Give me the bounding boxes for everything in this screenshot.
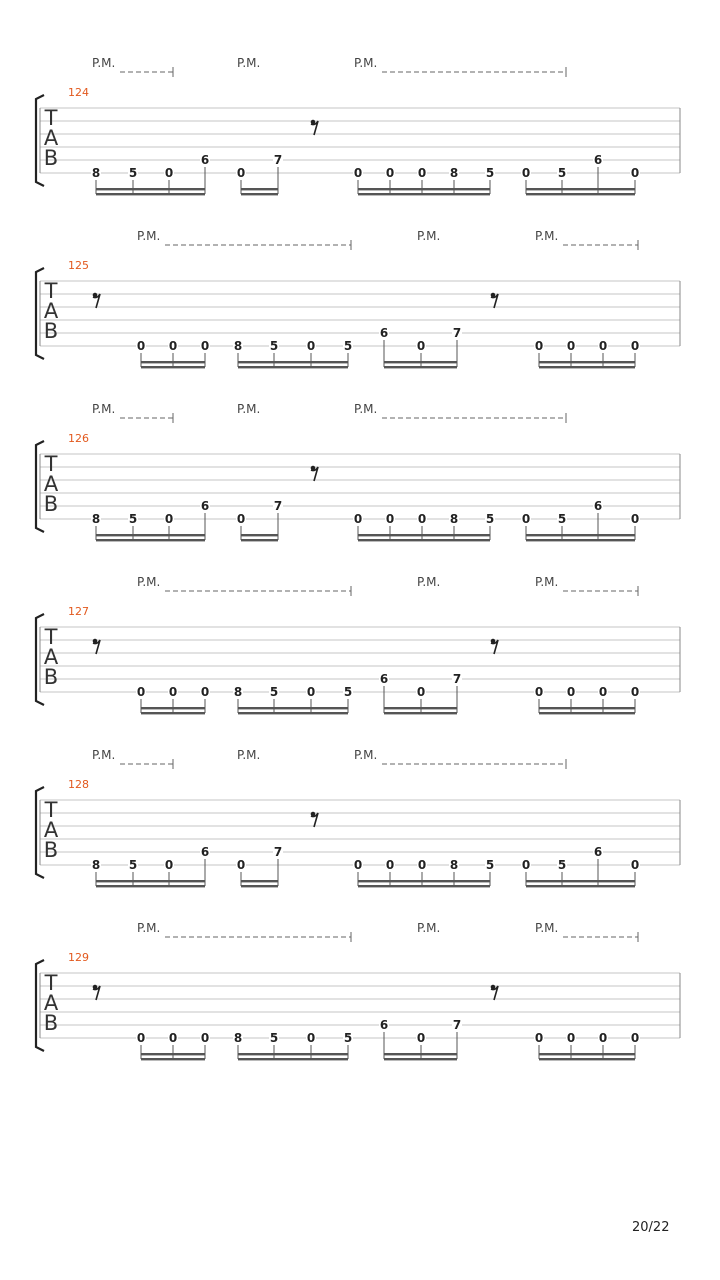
beam xyxy=(539,1058,635,1060)
palm-mute-label: P.M. xyxy=(92,402,116,416)
fret-number: 0 xyxy=(566,1031,576,1045)
note-group xyxy=(91,845,210,887)
beam xyxy=(96,193,205,195)
fret-number: 6 xyxy=(593,845,603,859)
tab-clef-letter: A xyxy=(43,299,59,323)
beam xyxy=(96,534,205,536)
fret-number: 0 xyxy=(385,166,395,180)
fret-number: 0 xyxy=(417,166,427,180)
note-group xyxy=(534,339,640,368)
fret-number: 0 xyxy=(164,858,174,872)
measure-number: 124 xyxy=(68,86,89,99)
fret-number: 0 xyxy=(417,858,427,872)
note-group xyxy=(521,153,640,195)
fret-number: 6 xyxy=(200,845,210,859)
beam xyxy=(238,1053,348,1055)
fret-number: 0 xyxy=(136,339,146,353)
beam xyxy=(96,188,205,190)
fret-number: 8 xyxy=(449,512,459,526)
fret-number: 5 xyxy=(128,858,138,872)
fret-number: 7 xyxy=(452,672,462,686)
fret-number: 0 xyxy=(598,1031,608,1045)
tab-system xyxy=(36,56,680,195)
fret-number: 0 xyxy=(566,339,576,353)
note-group xyxy=(233,685,353,714)
measure-number: 128 xyxy=(68,778,89,791)
fret-number: 6 xyxy=(200,499,210,513)
beam xyxy=(358,880,490,882)
tab-clef-letter: T xyxy=(44,279,58,303)
beam xyxy=(238,1058,348,1060)
fret-number: 0 xyxy=(534,1031,544,1045)
beam xyxy=(539,1053,635,1055)
fret-number: 8 xyxy=(233,1031,243,1045)
beam xyxy=(384,707,457,709)
fret-number: 8 xyxy=(449,858,459,872)
fret-number: 0 xyxy=(416,685,426,699)
note-group xyxy=(521,499,640,541)
beam xyxy=(141,1058,205,1060)
tab-system xyxy=(36,402,680,541)
fret-number: 0 xyxy=(521,512,531,526)
fret-number: 5 xyxy=(557,512,567,526)
fret-number: 0 xyxy=(630,166,640,180)
fret-number: 7 xyxy=(273,153,283,167)
beam xyxy=(384,1058,457,1060)
measure-number: 127 xyxy=(68,605,89,618)
note-group xyxy=(236,499,283,541)
tab-clef-letter: T xyxy=(44,971,58,995)
fret-number: 5 xyxy=(269,1031,279,1045)
tab-clef-letter: A xyxy=(43,991,59,1015)
fret-number: 0 xyxy=(630,685,640,699)
palm-mute-label: P.M. xyxy=(354,56,378,70)
beam xyxy=(141,712,205,714)
fret-number: 0 xyxy=(353,858,363,872)
fret-number: 0 xyxy=(236,512,246,526)
beam xyxy=(526,539,635,541)
beam xyxy=(241,880,278,882)
beam xyxy=(241,534,278,536)
fret-number: 0 xyxy=(168,339,178,353)
fret-number: 0 xyxy=(521,858,531,872)
fret-number: 6 xyxy=(379,1018,389,1032)
palm-mute-label: P.M. xyxy=(417,575,441,589)
beam xyxy=(526,885,635,887)
tab-clef-letter: A xyxy=(43,818,59,842)
tab-clef-letter: B xyxy=(43,1011,59,1035)
note-group xyxy=(91,499,210,541)
palm-mute-label: P.M. xyxy=(237,748,261,762)
beam xyxy=(384,1053,457,1055)
fret-number: 0 xyxy=(168,1031,178,1045)
palm-mute-label: P.M. xyxy=(137,575,161,589)
note-group xyxy=(233,339,353,368)
palm-mute-label: P.M. xyxy=(417,921,441,935)
fret-number: 5 xyxy=(557,858,567,872)
fret-number: 0 xyxy=(353,512,363,526)
tab-clef-letter: B xyxy=(43,665,59,689)
note-group xyxy=(379,672,462,714)
fret-number: 8 xyxy=(449,166,459,180)
beam xyxy=(96,880,205,882)
palm-mute-label: P.M. xyxy=(137,921,161,935)
fret-number: 0 xyxy=(385,858,395,872)
note-group xyxy=(353,858,495,887)
beam xyxy=(141,366,205,368)
note-group xyxy=(353,512,495,541)
page-number: 20/22 xyxy=(632,1220,670,1235)
beam xyxy=(539,712,635,714)
beam xyxy=(526,193,635,195)
fret-number: 6 xyxy=(593,499,603,513)
beam xyxy=(539,707,635,709)
fret-number: 0 xyxy=(566,685,576,699)
fret-number: 0 xyxy=(630,858,640,872)
fret-number: 6 xyxy=(200,153,210,167)
fret-number: 5 xyxy=(557,166,567,180)
fret-number: 0 xyxy=(136,685,146,699)
palm-mute-label: P.M. xyxy=(535,229,559,243)
tab-clef-letter: B xyxy=(43,319,59,343)
beam xyxy=(241,188,278,190)
fret-number: 5 xyxy=(485,166,495,180)
fret-number: 7 xyxy=(273,499,283,513)
note-group xyxy=(91,153,210,195)
note-group xyxy=(136,685,210,714)
beam xyxy=(238,366,348,368)
measure-number: 126 xyxy=(68,432,89,445)
fret-number: 0 xyxy=(164,166,174,180)
beam xyxy=(238,712,348,714)
fret-number: 0 xyxy=(417,512,427,526)
fret-number: 0 xyxy=(200,685,210,699)
beam xyxy=(384,366,457,368)
beam xyxy=(96,539,205,541)
measure-number: 129 xyxy=(68,951,89,964)
tab-system xyxy=(36,229,680,368)
eighth-rest xyxy=(93,639,100,654)
fret-number: 0 xyxy=(630,512,640,526)
beam xyxy=(539,361,635,363)
beam xyxy=(96,885,205,887)
fret-number: 0 xyxy=(416,339,426,353)
fret-number: 5 xyxy=(485,858,495,872)
note-group xyxy=(136,1031,210,1060)
fret-number: 0 xyxy=(416,1031,426,1045)
beam xyxy=(384,361,457,363)
beam xyxy=(358,534,490,536)
palm-mute-label: P.M. xyxy=(354,402,378,416)
note-group xyxy=(534,685,640,714)
tab-clef-letter: T xyxy=(44,452,58,476)
note-group xyxy=(136,339,210,368)
eighth-rest xyxy=(93,985,100,1000)
eighth-rest xyxy=(491,293,498,308)
eighth-rest xyxy=(93,293,100,308)
fret-number: 0 xyxy=(306,339,316,353)
fret-number: 5 xyxy=(128,166,138,180)
fret-number: 0 xyxy=(385,512,395,526)
tab-clef-letter: T xyxy=(44,106,58,130)
beam xyxy=(358,193,490,195)
tab-clef-letter: T xyxy=(44,798,58,822)
fret-number: 0 xyxy=(353,166,363,180)
fret-number: 6 xyxy=(379,672,389,686)
fret-number: 8 xyxy=(233,339,243,353)
note-group xyxy=(233,1031,353,1060)
beam xyxy=(241,539,278,541)
fret-number: 0 xyxy=(630,1031,640,1045)
palm-mute-label: P.M. xyxy=(92,748,116,762)
palm-mute-label: P.M. xyxy=(417,229,441,243)
fret-number: 0 xyxy=(630,339,640,353)
beam xyxy=(526,534,635,536)
beam xyxy=(238,707,348,709)
fret-number: 6 xyxy=(593,153,603,167)
palm-mute-label: P.M. xyxy=(354,748,378,762)
fret-number: 0 xyxy=(236,858,246,872)
eighth-rest xyxy=(311,120,318,135)
tab-clef-letter: B xyxy=(43,492,59,516)
fret-number: 0 xyxy=(200,339,210,353)
beam xyxy=(238,361,348,363)
beam xyxy=(526,188,635,190)
beam xyxy=(539,366,635,368)
eighth-rest xyxy=(311,466,318,481)
palm-mute-label: P.M. xyxy=(535,575,559,589)
fret-number: 0 xyxy=(534,339,544,353)
eighth-rest xyxy=(491,985,498,1000)
fret-number: 8 xyxy=(91,166,101,180)
fret-number: 5 xyxy=(343,685,353,699)
fret-number: 5 xyxy=(343,339,353,353)
fret-number: 8 xyxy=(91,858,101,872)
fret-number: 6 xyxy=(379,326,389,340)
fret-number: 5 xyxy=(343,1031,353,1045)
fret-number: 7 xyxy=(273,845,283,859)
fret-number: 0 xyxy=(236,166,246,180)
beam xyxy=(241,193,278,195)
beam xyxy=(358,885,490,887)
beam xyxy=(241,885,278,887)
tab-clef-letter: A xyxy=(43,126,59,150)
tab-clef-letter: A xyxy=(43,645,59,669)
tab-clef-letter: B xyxy=(43,838,59,862)
fret-number: 5 xyxy=(269,685,279,699)
beam xyxy=(141,707,205,709)
note-group xyxy=(236,845,283,887)
fret-number: 0 xyxy=(534,685,544,699)
eighth-rest xyxy=(491,639,498,654)
fret-number: 5 xyxy=(269,339,279,353)
note-group xyxy=(534,1031,640,1060)
fret-number: 7 xyxy=(452,326,462,340)
fret-number: 0 xyxy=(598,685,608,699)
tab-clef-letter: A xyxy=(43,472,59,496)
palm-mute-label: P.M. xyxy=(535,921,559,935)
tab-clef-letter: T xyxy=(44,625,58,649)
beam xyxy=(358,188,490,190)
beam xyxy=(141,1053,205,1055)
note-group xyxy=(353,166,495,195)
fret-number: 0 xyxy=(164,512,174,526)
fret-number: 0 xyxy=(306,685,316,699)
tab-system xyxy=(36,921,680,1060)
eighth-rest xyxy=(311,812,318,827)
fret-number: 7 xyxy=(452,1018,462,1032)
beam xyxy=(358,539,490,541)
fret-number: 5 xyxy=(128,512,138,526)
palm-mute-label: P.M. xyxy=(137,229,161,243)
palm-mute-label: P.M. xyxy=(237,56,261,70)
fret-number: 8 xyxy=(91,512,101,526)
fret-number: 0 xyxy=(168,685,178,699)
fret-number: 0 xyxy=(200,1031,210,1045)
tab-system xyxy=(36,748,680,887)
note-group xyxy=(379,1018,462,1060)
tab-clef-letter: B xyxy=(43,146,59,170)
fret-number: 0 xyxy=(521,166,531,180)
tab-system xyxy=(36,575,680,714)
palm-mute-label: P.M. xyxy=(237,402,261,416)
note-group xyxy=(521,845,640,887)
beam xyxy=(526,880,635,882)
note-group xyxy=(379,326,462,368)
fret-number: 5 xyxy=(485,512,495,526)
fret-number: 8 xyxy=(233,685,243,699)
palm-mute-label: P.M. xyxy=(92,56,116,70)
beam xyxy=(141,361,205,363)
fret-number: 0 xyxy=(306,1031,316,1045)
fret-number: 0 xyxy=(598,339,608,353)
measure-number: 125 xyxy=(68,259,89,272)
note-group xyxy=(236,153,283,195)
fret-number: 0 xyxy=(136,1031,146,1045)
beam xyxy=(384,712,457,714)
